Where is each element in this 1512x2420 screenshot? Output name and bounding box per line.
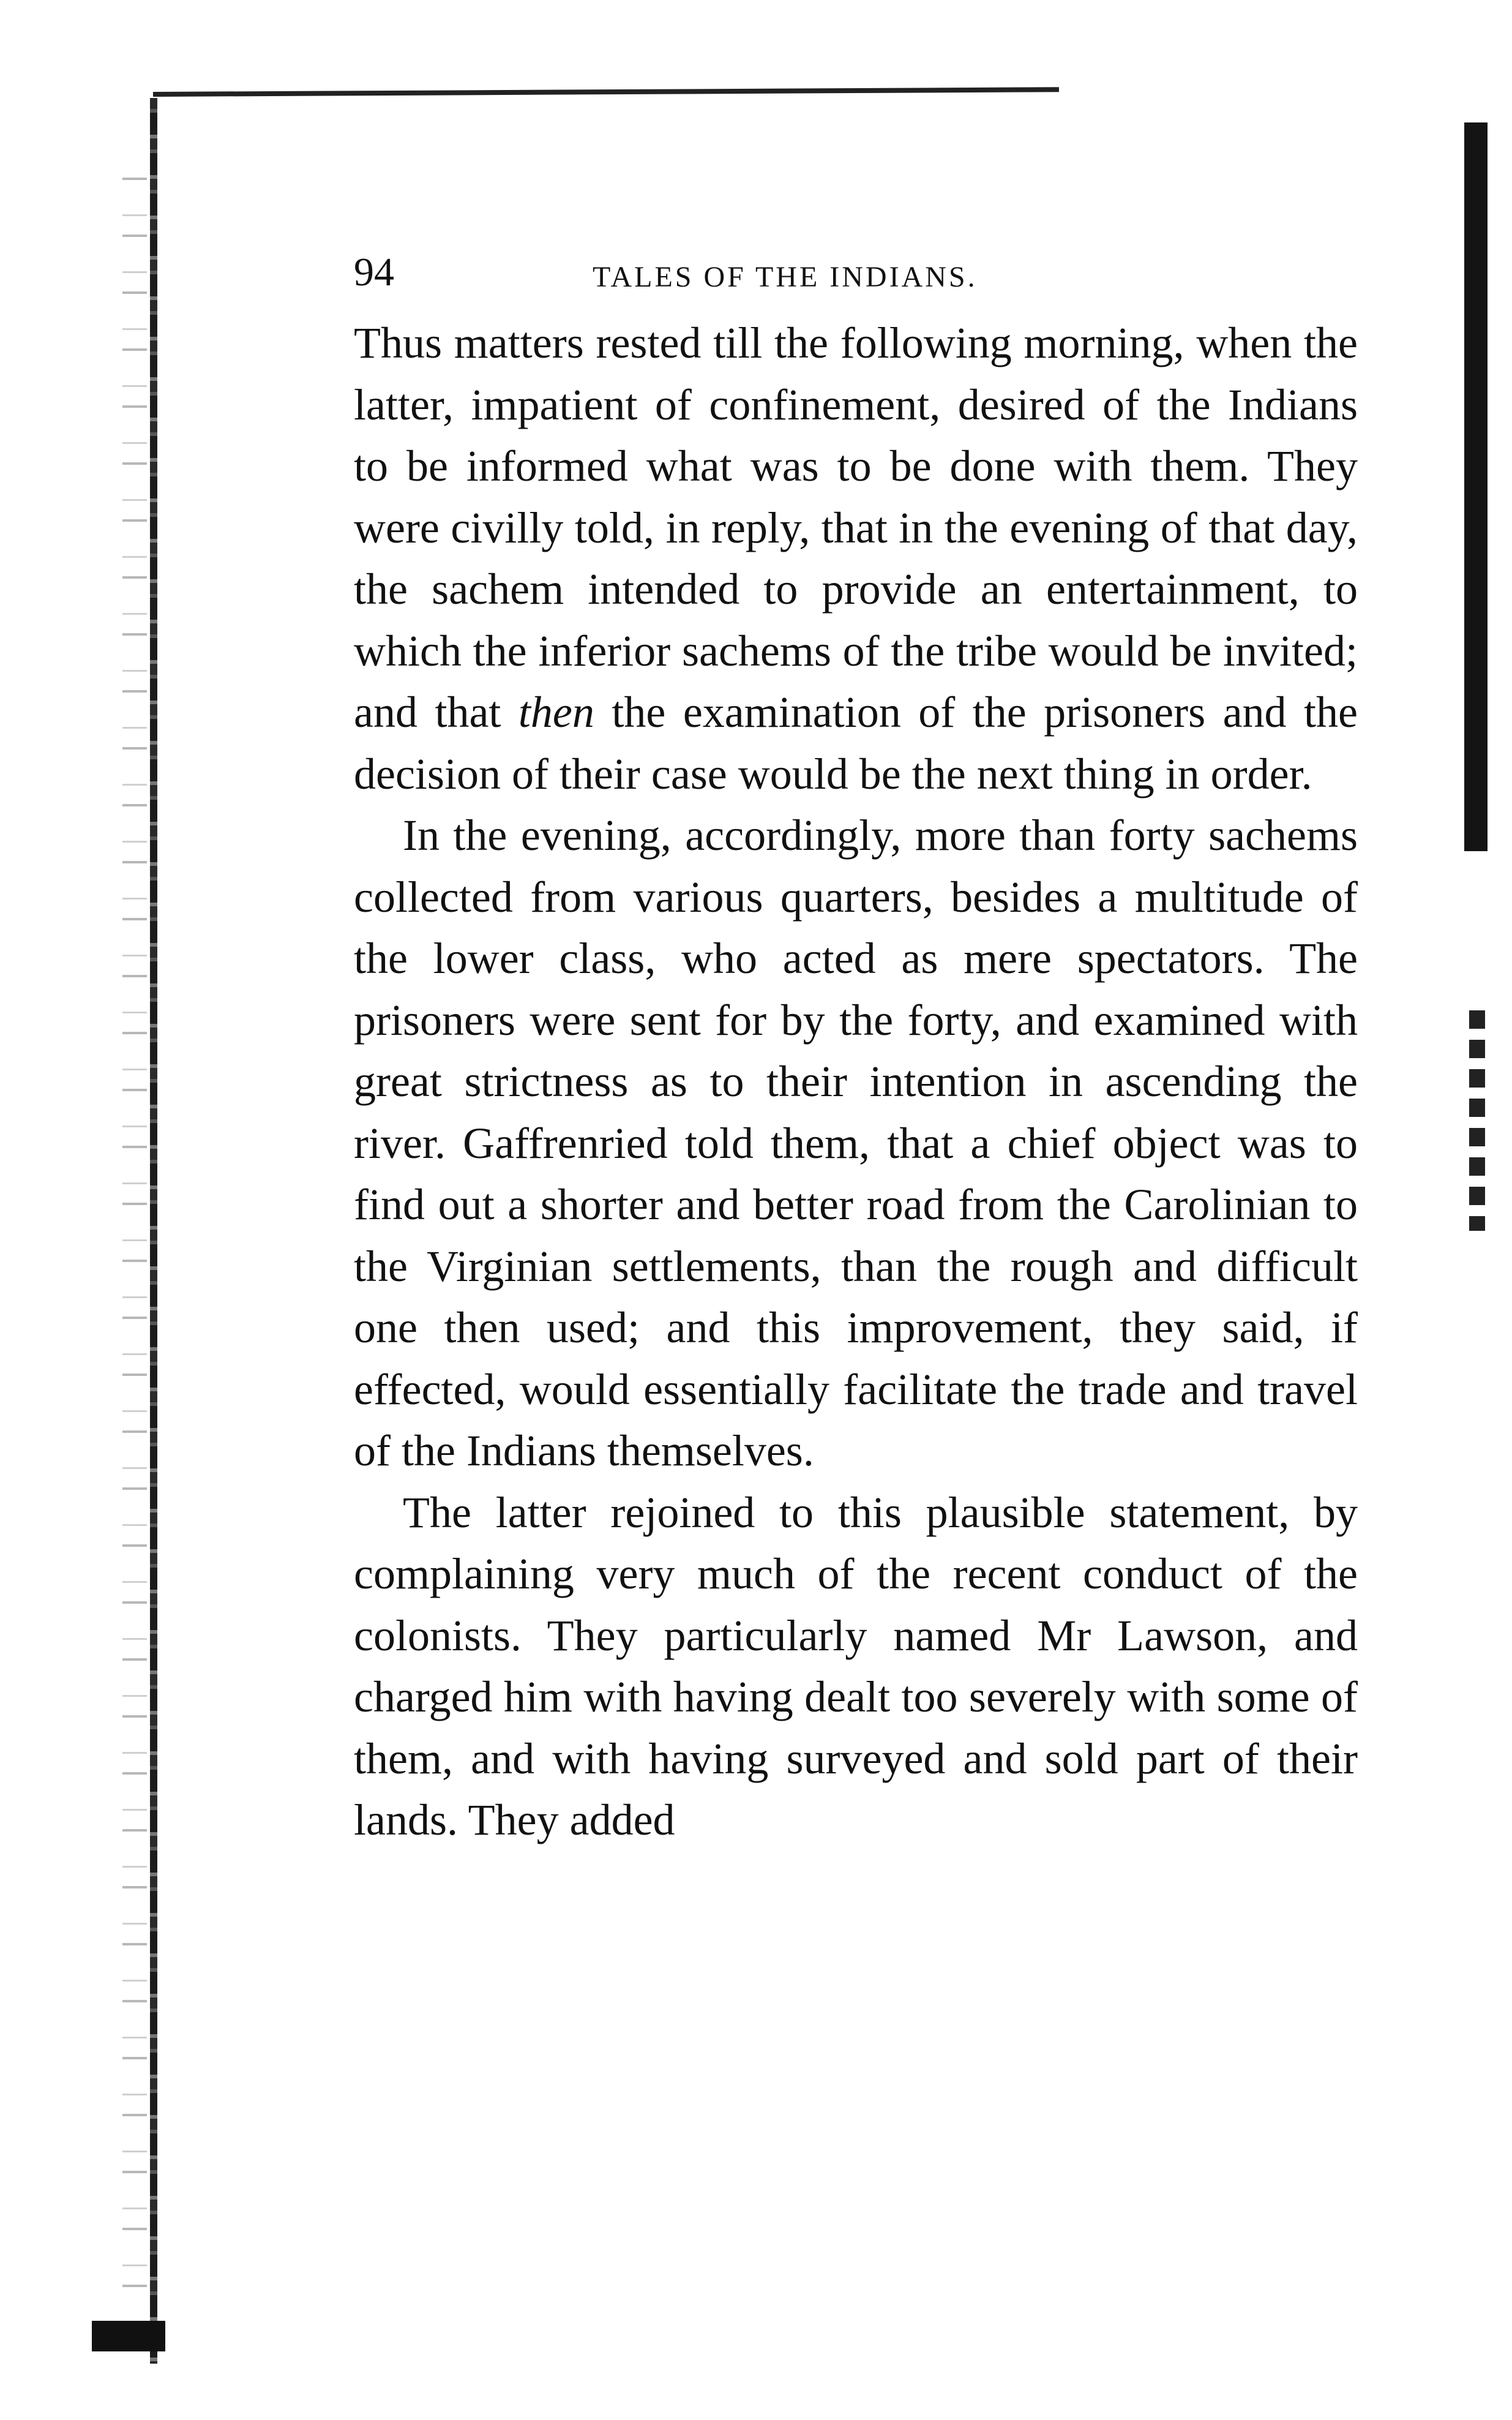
body-text	[354, 312, 1358, 1851]
paragraph-1-text-start: Thus matters rested till the following morning, when the latter, impatient of confinement, desired of the Indians to be informed what was to be done with them. They were civilly told, in reply, that in the evening of that day, the sachem intended to provide an entertainment, to which the inferior sachems of the tribe would be invited; and that	[354, 318, 1358, 737]
page-number: 94	[354, 250, 394, 295]
running-title: TALES OF THE INDIANS.	[593, 261, 978, 293]
paragraph-1	[354, 312, 1358, 805]
running-head	[354, 245, 1358, 300]
scan-edge-marks	[1469, 1010, 1485, 1231]
scan-speckle	[122, 159, 147, 2339]
page-top-edge	[153, 87, 1059, 97]
paragraph-2: In the evening, accordingly, more than forty sachems collected from various quarters, besides a multitude of the lower class, who acted as mere spectators. The prisoners were sent for by the forty, and examined with great strictness as to their intention in ascending the river. Gaffrenried told them, that a chief object was to find out a shorter and better road from the Carolinian to the Virginian settlements, than the rough and difficult one then used; and this improvement, they said, if effected, would essentially facilitate the trade and travel of the Indians themselves.	[354, 811, 1358, 1475]
page-left-edge	[150, 98, 157, 2364]
paragraph-1-text-end: the examination of the prisoners and the decision of their case would be the next thing in order.	[354, 688, 1358, 799]
paragraph-3: The latter rejoined to this plausible statement, by complaining very much of the recent conduct of the colonists. They particularly named Mr Lawson, and charged him with having dealt too severely with some of them, and with having surveyed and sold part of their lands. They added	[354, 1487, 1358, 1844]
paragraph-1-emphasis: then	[518, 688, 594, 737]
scan-edge-bar	[1464, 122, 1488, 851]
book-page	[354, 245, 1358, 1851]
page-corner-mark	[92, 2321, 165, 2351]
